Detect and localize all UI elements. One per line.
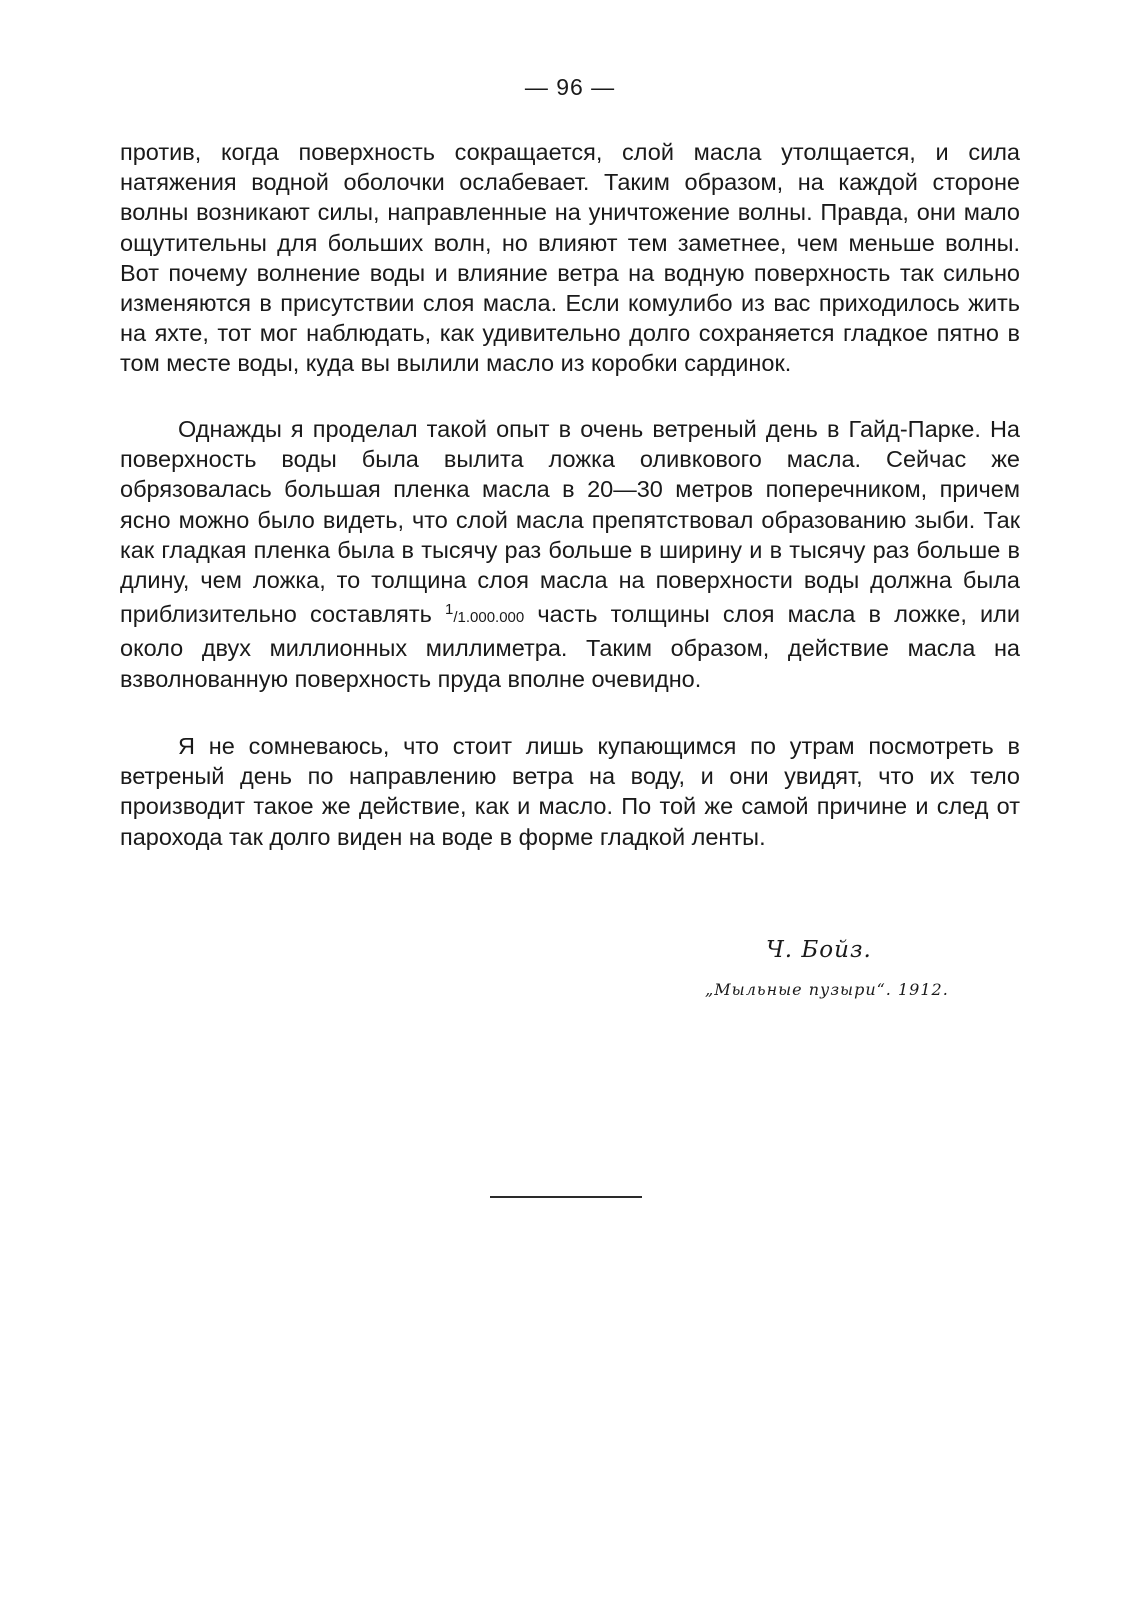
paragraph-2-before: Однажды я проделал такой опыт в очень ветреный день в Гайд-Парке. На поверхность воды была вылита ложка оливкового масла. Сейчас же обрязовалась большая пленка масла в 20—30 метров поперечником, причем ясно можно было видеть, что слой масла препятствовал образованию зыби. Так как гладкая пленка была в тысячу раз больше в ширину и в тысячу раз больше в длину, чем ложка, то толщина слоя масла на поверхности воды должна была приблизительно составлять (120, 416, 1020, 628)
paragraph-1 (120, 137, 1020, 379)
source-citation: „Мыльные пузыри“. 1912. (705, 980, 949, 999)
author-signature: Ч. Бойз. (766, 937, 872, 963)
paragraph-2-after: часть толщины слоя масла в ложке, или около двух миллионных миллиметра. Таким образом, действие масла на взволнованную поверхность пруда вполне очевидно. (120, 601, 1020, 692)
paragraph-2-text (120, 414, 1020, 694)
end-divider (490, 1196, 642, 1198)
fraction-denominator: /1.000.000 (453, 609, 525, 627)
paragraph-3 (120, 731, 1020, 852)
paragraph-3-text: Я не сомневаюсь, что стоит лишь купающимся по утрам посмотреть в ветреный день по направлению ветра на воду, и они увидят, что их тело производит такое же действие, как и масло. По той же самой причине и след от парохода так долго виден на воде в форме гладкой ленты. (120, 733, 1020, 850)
fraction-numerator: 1 (445, 601, 454, 619)
paragraph-1-text: против, когда поверхность сокращается, слой масла утолщается, и сила натяжения водной оболочки ослабевает. Таким образом, на каждой стороне волны возникают силы, направленные на уничтожение волны. Правда, они мало ощутительны для больших волн, но влияют тем заметнее, чем меньше волны. Вот почему волнение воды и влияние ветра на водную поверхность так сильно изменяются в присутствии слоя масла. Если комулибо из вас приходилось жить на яхте, тот мог наблюдать, как удивительно долго сохраняется гладкое пятно в том месте воды, куда вы вылили масло из коробки сардинок. (120, 139, 1020, 377)
page-number: — 96 — (524, 74, 616, 100)
fraction (445, 601, 525, 627)
paragraph-2 (120, 414, 1020, 694)
